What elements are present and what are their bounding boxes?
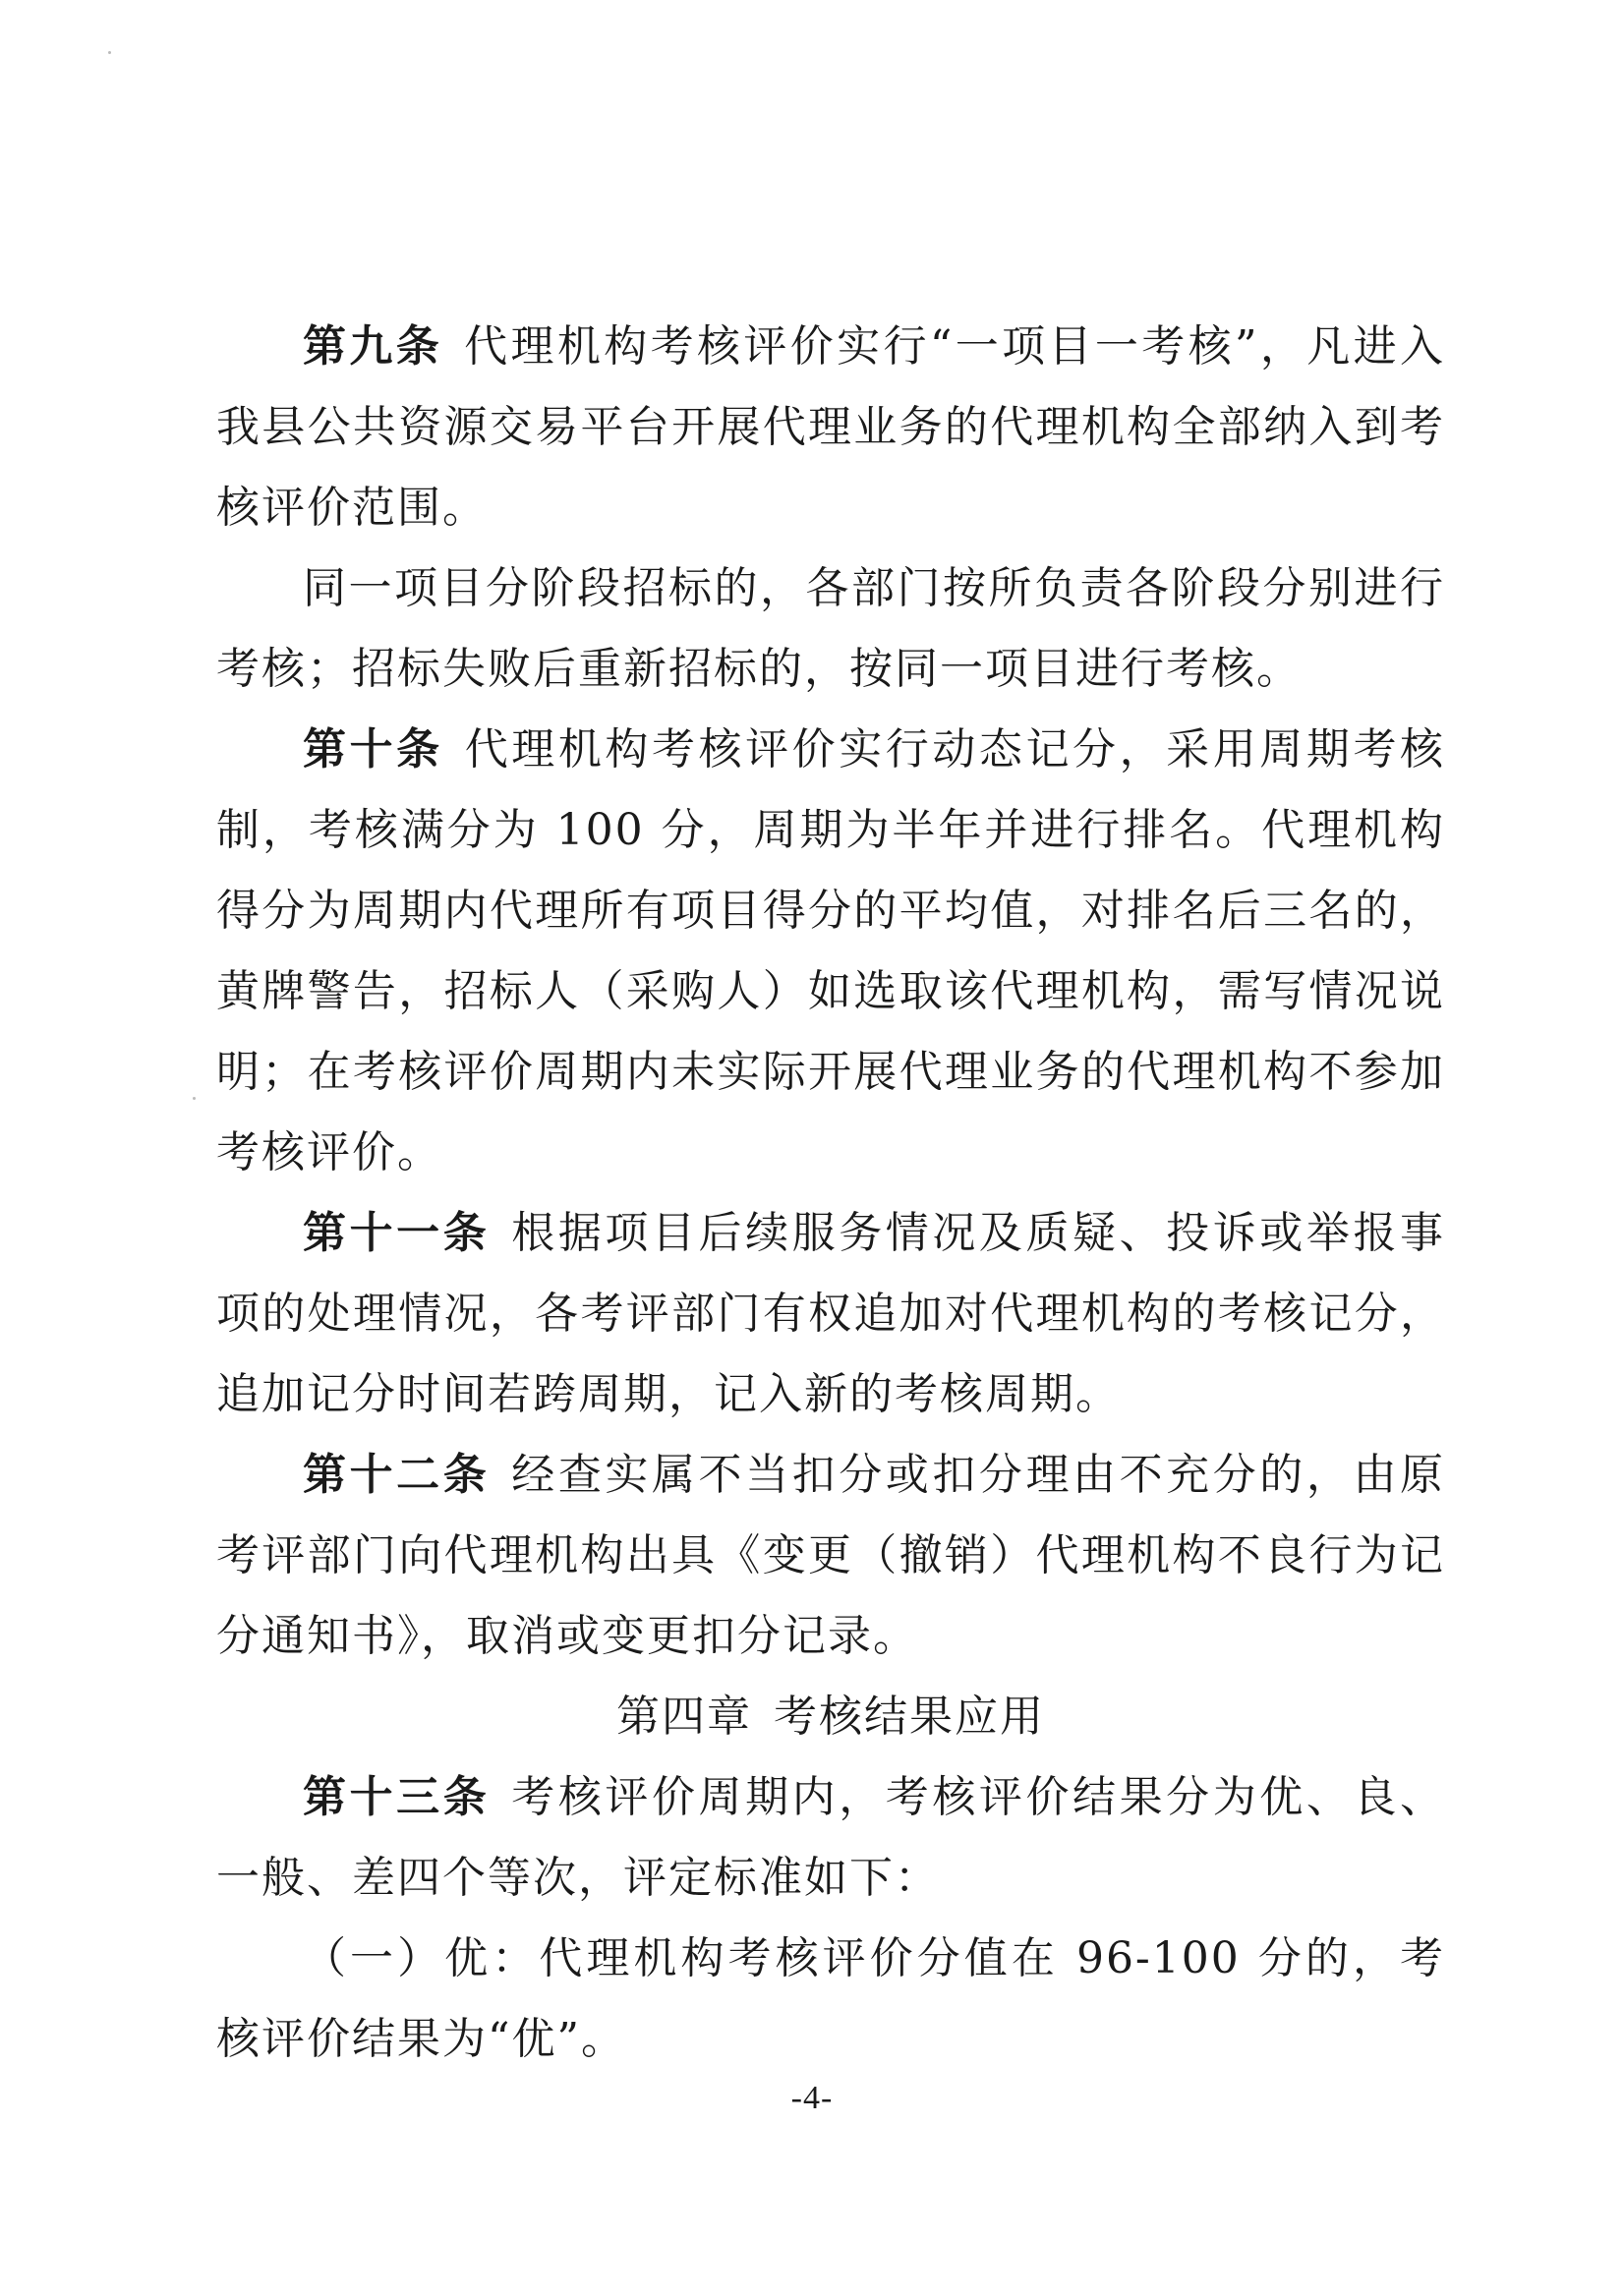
document-body [216,307,1445,2080]
article-11-heading: 第十一条 [303,1208,491,1258]
article-13-heading: 第十三条 [303,1772,491,1822]
article-9 [216,307,1445,548]
chapter-number: 第四章 [616,1692,752,1742]
article-12-heading: 第十二条 [303,1450,491,1500]
scan-speck [108,51,111,54]
article-9-paragraph-2-text: 同一项目分阶段招标的，各部门按所负责各阶段分别进行考核；招标失败后重新招标的，按同一项目进行考核。 [216,563,1445,694]
article-12 [216,1435,1445,1677]
chapter-title: 考核结果应用 [774,1692,1045,1742]
article-9-heading: 第九条 [303,321,443,372]
article-13 [216,1757,1445,1919]
article-13-item-1 [216,1919,1445,2080]
article-13-item-1-text: （一）优：代理机构考核评价分值在 96-100 分的，考核评价结果为“优”。 [216,1933,1445,2064]
article-10-text: 代理机构考核评价实行动态记分，采用周期考核制，考核满分为 100 分，周期为半年并进行排名。代理机构得分为周期内代理所有项目得分的平均值，对排名后三名的，黄牌警告，招标人（采购人）如选取该代理机构，需写情况说明；在考核评价周期内未实际开展代理业务的代理机构不参加考核评价。 [216,724,1446,1177]
article-13-text: 考核评价周期内，考核评价结果分为优、良、一般、差四个等次，评定标准如下： [216,1772,1446,1903]
article-12-text: 经查实属不当扣分或扣分理由不充分的，由原考评部门向代理机构出具《变更（撤销）代理机构不良行为记分通知书》，取消或变更扣分记录。 [216,1450,1446,1661]
article-11 [216,1193,1445,1435]
article-10-heading: 第十条 [303,724,443,775]
article-10 [216,710,1445,1193]
scan-speck [193,1097,196,1100]
article-9-paragraph-2 [216,548,1445,710]
article-11-text: 根据项目后续服务情况及质疑、投诉或举报事项的处理情况，各考评部门有权追加对代理机构的考核记分，追加记分时间若跨周期，记入新的考核周期。 [216,1208,1446,1419]
chapter-heading [216,1677,1445,1757]
article-9-text: 代理机构考核评价实行“一项目一考核”，凡进入我县公共资源交易平台开展代理业务的代理机构全部纳入到考核评价范围。 [216,321,1445,533]
page-number: -4- [790,2080,834,2116]
